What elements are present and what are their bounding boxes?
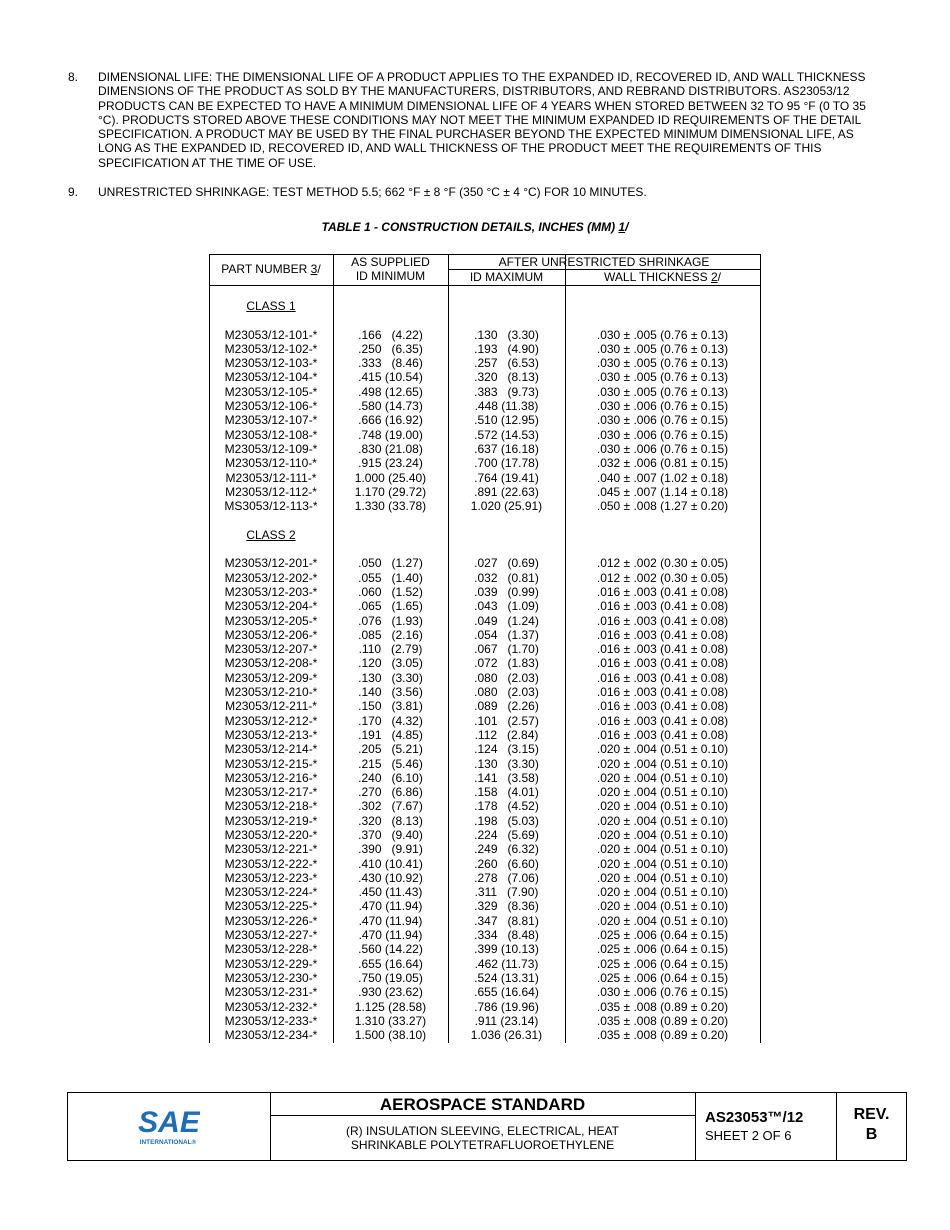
wall-thickness-cell: .025 ± .006 (0.64 ± 0.15) [596, 956, 729, 971]
id-maximum-cell: .032 (0.81) [474, 570, 539, 585]
part-number-cell: MS3053/12-113-* [224, 499, 318, 514]
as-supplied-id-cell: .240 (6.10) [358, 770, 423, 785]
part-number-cell: M23053/12-217-* [224, 785, 318, 800]
spacer-row [209, 542, 760, 556]
part-number-cell: M23053/12-110-* [225, 456, 317, 471]
logo-cell [68, 1093, 271, 1160]
table-row [209, 599, 760, 613]
sheet-number: SHEET 2 OF 6 [705, 1128, 792, 1143]
logo-text: SAE [138, 1106, 200, 1139]
note-text: DIMENSIONAL LIFE: THE DIMENSIONAL LIFE OF A PRODUCT APPLIES TO THE EXPANDED ID, RECOVERED ID, AND WALL THICKNESS DIMENSIONS OF THE PRODUCT AS SOLD BY THE MANUFACTURERS, DISTRIBUTORS, AND REBRAND DISTRIBUTORS. AS23053/12 PRODUCTS CAN BE EXPECTED TO HAVE A MINIMUM DIMENSIONAL LIFE OF 4 YEARS WHEN STORED BETWEEN 32 TO 95 °F (0 TO 35 °C). PRODUCTS STORED ABOVE THESE CONDITIONS MAY NOT MEET THE MINIMUM EXPANDED ID REQUIREMENTS OF THE DETAIL SPECIFICATION. A PRODUCT MAY BE USED BY THE FINAL PURCHASER BEYOND THE EXPECTED MINIMUM DIMENSIONAL LIFE, AS LONG AS THE EXPANDED ID, RECOVERED ID, AND WALL THICKNESS OF THE PRODUCT MEET THE REQUIREMENTS OF THIS SPECIFICATION AT THE TIME OF USE. [98, 70, 866, 170]
part-number-cell: M23053/12-222-* [224, 856, 318, 871]
id-maximum-cell: .260 (6.60) [474, 856, 539, 871]
id-maximum-cell: .448 (11.38) [474, 399, 539, 414]
id-maximum-cell: .130 (3.30) [474, 327, 539, 342]
table-row [209, 842, 760, 856]
part-number-cell: M23053/12-230-* [224, 970, 318, 985]
part-number-cell: M23053/12-215-* [224, 756, 318, 771]
part-number-cell: M23053/12-231-* [224, 985, 318, 1000]
table-row [209, 356, 760, 370]
id-maximum-cell: .072 (1.83) [474, 656, 539, 671]
table-row [209, 757, 760, 771]
table-row [209, 1028, 760, 1042]
part-number-cell: M23053/12-206-* [224, 627, 318, 642]
as-supplied-id-cell: 1.000 (25.40) [354, 470, 427, 485]
part-number-cell: M23053/12-218-* [224, 799, 318, 814]
wall-thickness-cell: .030 ± .006 (0.76 ± 0.15) [596, 427, 729, 442]
wall-thickness-cell: .012 ± .002 (0.30 ± 0.05) [596, 570, 729, 585]
part-number-cell: M23053/12-101-* [224, 327, 318, 342]
id-maximum-cell: .655 (16.64) [474, 985, 539, 1000]
as-supplied-id-cell: .748 (19.00) [358, 427, 423, 442]
table-row [209, 671, 760, 685]
table-row [209, 342, 760, 356]
wall-thickness-cell: .030 ± .006 (0.76 ± 0.15) [596, 441, 729, 456]
wall-thickness-cell: .020 ± .004 (0.51 ± 0.10) [596, 856, 729, 871]
wall-thickness-cell: .016 ± .003 (0.41 ± 0.08) [596, 642, 729, 657]
table-body [209, 299, 760, 1042]
id-maximum-cell: .249 (6.32) [474, 842, 539, 857]
part-number-cell: CLASS 2 [246, 527, 296, 542]
as-supplied-id-cell: .205 (5.21) [358, 742, 423, 757]
wall-thickness-cell: .020 ± .004 (0.51 ± 0.10) [596, 870, 729, 885]
part-number-cell: M23053/12-209-* [224, 670, 318, 685]
table-row [209, 685, 760, 699]
part-number-cell: M23053/12-108-* [224, 427, 318, 442]
id-maximum-cell: .524 (13.31) [474, 970, 539, 985]
table-row [209, 699, 760, 713]
table-row [209, 628, 760, 642]
id-maximum-cell: .054 (1.37) [474, 627, 539, 642]
part-number-cell: M23053/12-105-* [224, 384, 318, 399]
id-maximum-cell: .383 (9.73) [474, 384, 539, 399]
as-supplied-id-cell: .191 (4.85) [358, 727, 423, 742]
wall-thickness-cell: .030 ± .006 (0.76 ± 0.15) [596, 413, 729, 428]
wall-thickness-cell: .035 ± .008 (0.89 ± 0.20) [596, 1028, 729, 1043]
header-after-shrinkage: AFTER UNRESTRICTED SHRINKAGE [498, 255, 710, 269]
part-number-cell: M23053/12-203-* [224, 584, 318, 599]
part-number-cell: M23053/12-205-* [224, 613, 318, 628]
wall-thickness-cell: .016 ± .003 (0.41 ± 0.08) [596, 727, 729, 742]
wall-thickness-cell: .020 ± .004 (0.51 ± 0.10) [596, 913, 729, 928]
part-number-cell: M23053/12-220-* [224, 827, 318, 842]
part-number-cell: M23053/12-232-* [224, 999, 318, 1014]
as-supplied-id-cell: .055 (1.40) [358, 570, 423, 585]
as-supplied-id-cell: .430 (10.92) [358, 870, 423, 885]
wall-thickness-cell: .030 ± .006 (0.76 ± 0.15) [596, 985, 729, 1000]
as-supplied-id-cell: .065 (1.65) [358, 599, 423, 614]
wall-thickness-cell: .020 ± .004 (0.51 ± 0.10) [596, 842, 729, 857]
id-maximum-cell: .158 (4.01) [474, 785, 539, 800]
part-number-cell: M23053/12-216-* [224, 770, 318, 785]
wall-thickness-cell: .016 ± .003 (0.41 ± 0.08) [596, 713, 729, 728]
id-maximum-cell: .399 (10.13) [474, 942, 539, 957]
id-maximum-cell: .347 (8.81) [474, 913, 539, 928]
wall-thickness-cell: .025 ± .006 (0.64 ± 0.15) [596, 970, 729, 985]
note-8 [68, 70, 880, 170]
as-supplied-id-cell: .390 (9.91) [358, 842, 423, 857]
id-maximum-cell: .112 (2.84) [474, 727, 539, 742]
table-border-right [760, 254, 761, 1043]
id-maximum-cell: .027 (0.69) [474, 556, 539, 571]
header-wall-thickness: WALL THICKNESS 2/ [604, 270, 721, 284]
as-supplied-id-cell: .170 (4.32) [358, 713, 423, 728]
note-number: 8. [68, 70, 79, 84]
id-maximum-cell: .039 (0.99) [474, 584, 539, 599]
as-supplied-id-cell: 1.330 (33.78) [354, 499, 427, 514]
sae-logo-icon [138, 1105, 200, 1147]
id-maximum-cell: .786 (19.96) [474, 999, 539, 1014]
as-supplied-id-cell: .166 (4.22) [358, 327, 423, 342]
table-row [209, 714, 760, 728]
wall-thickness-cell: .012 ± .002 (0.30 ± 0.05) [596, 556, 729, 571]
table-row [209, 728, 760, 742]
part-number-cell: M23053/12-213-* [224, 727, 318, 742]
id-maximum-cell: .462 (11.73) [474, 956, 539, 971]
table-row [209, 399, 760, 413]
id-maximum-cell: .101 (2.57) [474, 713, 539, 728]
table-row [209, 871, 760, 885]
table-row [209, 370, 760, 384]
part-number-cell: M23053/12-109-* [224, 441, 318, 456]
as-supplied-id-cell: 1.500 (38.10) [354, 1028, 427, 1043]
as-supplied-id-cell: .130 (3.30) [358, 670, 423, 685]
as-supplied-id-cell: .655 (16.64) [358, 956, 423, 971]
part-number-cell: M23053/12-224-* [224, 885, 318, 900]
as-supplied-id-cell: .470 (11.94) [358, 899, 423, 914]
header-as-supplied: AS SUPPLIED ID MINIMUM [351, 255, 430, 284]
id-maximum-cell: 1.020 (25.91) [470, 499, 543, 514]
table-row [209, 928, 760, 942]
wall-thickness-cell: .030 ± .005 (0.76 ± 0.13) [596, 370, 729, 385]
document-number: AS23053™/12 [705, 1109, 804, 1126]
id-maximum-cell: .178 (4.52) [474, 799, 539, 814]
id-maximum-cell: .891 (22.63) [474, 484, 539, 499]
part-number-cell: M23053/12-210-* [224, 685, 318, 700]
title-block [67, 1092, 907, 1161]
table-caption [0, 220, 950, 234]
standard-description: (R) INSULATION SLEEVING, ELECTRICAL, HEAT SHRINKABLE POLYTETRAFLUOROETHYLENE [346, 1124, 619, 1152]
table-row [209, 985, 760, 999]
table-row [209, 885, 760, 899]
as-supplied-id-cell: .333 (8.46) [358, 356, 423, 371]
table-row [209, 642, 760, 656]
id-maximum-cell: .049 (1.24) [474, 613, 539, 628]
as-supplied-id-cell: .150 (3.81) [358, 699, 423, 714]
wall-thickness-cell: .020 ± .004 (0.51 ± 0.10) [596, 827, 729, 842]
header-id-maximum: ID MAXIMUM [469, 270, 544, 284]
as-supplied-id-cell: .498 (12.65) [358, 384, 423, 399]
part-number-cell: M23053/12-208-* [224, 656, 318, 671]
table-row [209, 914, 760, 928]
as-supplied-id-cell: .930 (23.62) [358, 985, 423, 1000]
wall-thickness-cell: .016 ± .003 (0.41 ± 0.08) [596, 699, 729, 714]
wall-thickness-cell: .020 ± .004 (0.51 ± 0.10) [596, 785, 729, 800]
part-number-cell: M23053/12-225-* [224, 899, 318, 914]
id-maximum-cell: .334 (8.48) [474, 928, 539, 943]
caption-footnote-ref: 1 [618, 220, 626, 234]
table-row [209, 971, 760, 985]
wall-thickness-cell: .016 ± .003 (0.41 ± 0.08) [596, 670, 729, 685]
as-supplied-id-cell: .410 (10.41) [358, 856, 423, 871]
as-supplied-id-cell: .666 (16.92) [358, 413, 423, 428]
wall-thickness-cell: .035 ± .008 (0.89 ± 0.20) [596, 1013, 729, 1028]
as-supplied-id-cell: .470 (11.94) [358, 913, 423, 928]
wall-thickness-cell: .020 ± .004 (0.51 ± 0.10) [596, 899, 729, 914]
table-row [209, 899, 760, 913]
as-supplied-id-cell: .110 (2.79) [358, 642, 423, 657]
document-number-cell [695, 1093, 837, 1160]
part-number-cell: M23053/12-227-* [224, 928, 318, 943]
id-maximum-cell: .257 (6.53) [474, 356, 539, 371]
as-supplied-id-cell: .915 (23.24) [358, 456, 423, 471]
as-supplied-id-cell: .140 (3.56) [358, 685, 423, 700]
part-number-cell: M23053/12-234-* [224, 1028, 318, 1043]
table-row [209, 585, 760, 599]
part-number-cell: M23053/12-107-* [224, 413, 318, 428]
wall-thickness-cell: .016 ± .003 (0.41 ± 0.08) [596, 584, 729, 599]
wall-thickness-cell: .016 ± .003 (0.41 ± 0.08) [596, 613, 729, 628]
construction-table [209, 254, 760, 1043]
wall-thickness-cell: .020 ± .004 (0.51 ± 0.10) [596, 756, 729, 771]
wall-thickness-cell: .025 ± .006 (0.64 ± 0.15) [596, 928, 729, 943]
part-number-cell: M23053/12-103-* [224, 356, 318, 371]
wall-thickness-cell: .030 ± .005 (0.76 ± 0.13) [596, 341, 729, 356]
id-maximum-cell: .224 (5.69) [474, 827, 539, 842]
as-supplied-id-cell: .370 (9.40) [358, 827, 423, 842]
as-supplied-id-cell: .830 (21.08) [358, 441, 423, 456]
as-supplied-id-cell: .250 (6.35) [358, 341, 423, 356]
wall-thickness-cell: .030 ± .006 (0.76 ± 0.15) [596, 399, 729, 414]
part-number-cell: M23053/12-219-* [224, 813, 318, 828]
wall-thickness-cell: .020 ± .004 (0.51 ± 0.10) [596, 813, 729, 828]
part-number-cell: M23053/12-211-* [225, 699, 317, 714]
table-row [209, 828, 760, 842]
part-number-cell: M23053/12-233-* [224, 1013, 318, 1028]
part-number-cell: M23053/12-111-* [225, 470, 317, 485]
as-supplied-id-cell: 1.170 (29.72) [354, 484, 427, 499]
table-row [209, 656, 760, 670]
as-supplied-id-cell: .560 (14.22) [358, 942, 423, 957]
table-row [209, 499, 760, 513]
part-number-cell: M23053/12-204-* [224, 599, 318, 614]
as-supplied-id-cell: .060 (1.52) [358, 584, 423, 599]
as-supplied-id-cell: 1.310 (33.27) [354, 1013, 427, 1028]
table-row [209, 556, 760, 570]
id-maximum-cell: .193 (4.90) [474, 341, 539, 356]
as-supplied-id-cell: .415 (10.54) [358, 370, 423, 385]
as-supplied-id-cell: 1.125 (28.58) [354, 999, 427, 1014]
wall-thickness-cell: .025 ± .006 (0.64 ± 0.15) [596, 942, 729, 957]
table-row [209, 413, 760, 427]
table-row [209, 1000, 760, 1014]
id-maximum-cell: .637 (16.18) [474, 441, 539, 456]
id-maximum-cell: .124 (3.15) [474, 742, 539, 757]
wall-thickness-cell: .020 ± .004 (0.51 ± 0.10) [596, 799, 729, 814]
id-maximum-cell: .278 (7.06) [474, 870, 539, 885]
wall-thickness-cell: .032 ± .006 (0.81 ± 0.15) [596, 456, 729, 471]
id-maximum-cell: .911 (23.14) [474, 1013, 539, 1028]
as-supplied-id-cell: .580 (14.73) [358, 399, 423, 414]
note-9 [68, 185, 880, 199]
table-row [209, 857, 760, 871]
id-maximum-cell: .067 (1.70) [474, 642, 539, 657]
table-row [209, 785, 760, 799]
as-supplied-id-cell: .120 (3.05) [358, 656, 423, 671]
table-row [209, 742, 760, 756]
table-row [209, 485, 760, 499]
part-number-cell: M23053/12-106-* [224, 399, 318, 414]
id-maximum-cell: .043 (1.09) [474, 599, 539, 614]
part-number-cell: M23053/12-223-* [224, 870, 318, 885]
part-number-cell: M23053/12-102-* [224, 341, 318, 356]
revision-label: REV. [853, 1106, 890, 1123]
wall-thickness-cell: .030 ± .005 (0.76 ± 0.13) [596, 327, 729, 342]
table-row [209, 771, 760, 785]
id-maximum-cell: 1.036 (26.31) [470, 1028, 543, 1043]
caption-text: TABLE 1 - CONSTRUCTION DETAILS, INCHES (MM) [321, 220, 619, 234]
table-row [209, 456, 760, 470]
id-maximum-cell: .198 (5.03) [474, 813, 539, 828]
wall-thickness-cell: .050 ± .008 (1.27 ± 0.20) [596, 499, 729, 514]
class-heading [209, 528, 760, 542]
header-part-number: PART NUMBER 3/ [221, 262, 321, 276]
wall-thickness-cell: .020 ± .004 (0.51 ± 0.10) [596, 885, 729, 900]
id-maximum-cell: .080 (2.03) [474, 685, 539, 700]
logo-subtext: INTERNATIONAL® [139, 1139, 197, 1146]
as-supplied-id-cell: .050 (1.27) [358, 556, 423, 571]
part-number-cell: CLASS 1 [246, 299, 296, 313]
wall-thickness-cell: .020 ± .004 (0.51 ± 0.10) [596, 770, 729, 785]
wall-thickness-cell: .035 ± .008 (0.89 ± 0.20) [596, 999, 729, 1014]
table-row [209, 442, 760, 456]
part-number-cell: M23053/12-226-* [224, 913, 318, 928]
as-supplied-id-cell: .320 (8.13) [358, 813, 423, 828]
as-supplied-id-cell: .302 (7.67) [358, 799, 423, 814]
id-maximum-cell: .510 (12.95) [474, 413, 539, 428]
id-maximum-cell: .700 (17.78) [474, 456, 539, 471]
part-number-cell: M23053/12-229-* [224, 956, 318, 971]
wall-thickness-cell: .030 ± .005 (0.76 ± 0.13) [596, 384, 729, 399]
id-maximum-cell: .311 (7.90) [474, 885, 539, 900]
standard-title: AEROSPACE STANDARD [270, 1093, 695, 1116]
id-maximum-cell: .320 (8.13) [474, 370, 539, 385]
id-maximum-cell: .764 (19.41) [474, 470, 539, 485]
part-number-cell: M23053/12-207-* [224, 642, 318, 657]
wall-thickness-cell: .040 ± .007 (1.02 ± 0.18) [596, 470, 729, 485]
spacer-row [209, 513, 760, 527]
table-row [209, 614, 760, 628]
as-supplied-id-cell: .270 (6.86) [358, 785, 423, 800]
part-number-cell: M23053/12-104-* [224, 370, 318, 385]
table-row [209, 428, 760, 442]
wall-thickness-cell: .016 ± .003 (0.41 ± 0.08) [596, 627, 729, 642]
wall-thickness-cell: .020 ± .004 (0.51 ± 0.10) [596, 742, 729, 757]
wall-thickness-cell: .016 ± .003 (0.41 ± 0.08) [596, 656, 729, 671]
part-number-cell: M23053/12-112-* [225, 484, 317, 499]
header-bottom-border [209, 285, 760, 286]
id-maximum-cell: .141 (3.58) [474, 770, 539, 785]
wall-thickness-cell: .016 ± .003 (0.41 ± 0.08) [596, 599, 729, 614]
revision-value: B [865, 1126, 878, 1143]
id-maximum-cell: .080 (2.03) [474, 670, 539, 685]
table-row [209, 471, 760, 485]
as-supplied-id-cell: .215 (5.46) [358, 756, 423, 771]
id-maximum-cell: .089 (2.26) [474, 699, 539, 714]
table-row [209, 571, 760, 585]
table-row [209, 942, 760, 956]
as-supplied-id-cell: .085 (2.16) [358, 627, 423, 642]
wall-thickness-cell: .016 ± .003 (0.41 ± 0.08) [596, 685, 729, 700]
part-number-cell: M23053/12-214-* [224, 742, 318, 757]
wall-thickness-cell: .030 ± .005 (0.76 ± 0.13) [596, 356, 729, 371]
part-number-cell: M23053/12-221-* [224, 842, 318, 857]
as-supplied-id-cell: .450 (11.43) [358, 885, 423, 900]
table-row [209, 814, 760, 828]
spacer-row [209, 313, 760, 327]
part-number-cell: M23053/12-202-* [224, 570, 318, 585]
class-heading [209, 299, 760, 313]
table-row [209, 799, 760, 813]
table-row [209, 1014, 760, 1028]
id-maximum-cell: .130 (3.30) [474, 756, 539, 771]
table-row [209, 385, 760, 399]
id-maximum-cell: .329 (8.36) [474, 899, 539, 914]
table-row [209, 957, 760, 971]
part-number-cell: M23053/12-201-* [224, 556, 318, 571]
id-maximum-cell: .572 (14.53) [474, 427, 539, 442]
wall-thickness-cell: .045 ± .007 (1.14 ± 0.18) [596, 484, 729, 499]
part-number-cell: M23053/12-212-* [224, 713, 318, 728]
note-text: UNRESTRICTED SHRINKAGE: TEST METHOD 5.5; 662 °F ± 8 °F (350 °C ± 4 °C) FOR 10 MINUTES. [98, 185, 647, 199]
note-number: 9. [68, 185, 79, 199]
as-supplied-id-cell: .076 (1.93) [358, 613, 423, 628]
part-number-cell: M23053/12-228-* [224, 942, 318, 957]
revision-cell [837, 1093, 906, 1160]
as-supplied-id-cell: .750 (19.05) [358, 970, 423, 985]
as-supplied-id-cell: .470 (11.94) [358, 928, 423, 943]
caption-slash: / [625, 220, 629, 234]
table-row [209, 328, 760, 342]
